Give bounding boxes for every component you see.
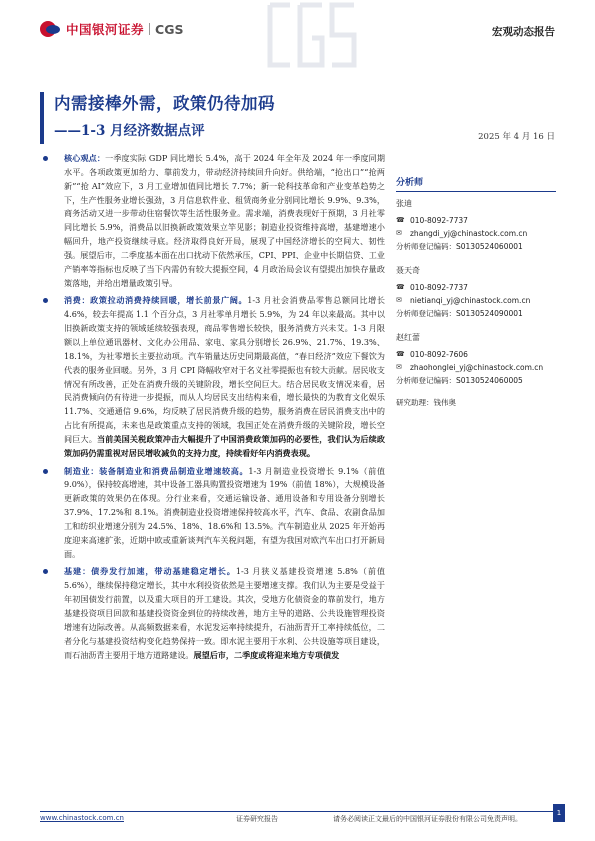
report-date: 2025 年 4 月 16 日 [478,132,555,142]
analyst-phone: 010-8092-7606 [410,350,468,359]
paragraph-emphasis: 展望后市，二季度或将迎来地方专项债发 [193,649,340,660]
phone-icon: ☎ [396,350,405,358]
paragraph-infrastructure [40,565,385,662]
cgs-watermark-icon [262,0,362,70]
analyst-card [396,265,556,320]
analyst-card [396,332,556,387]
bullet-icon [43,156,48,161]
logo-divider [149,23,150,35]
logo-text: 中国银河证券 [66,22,145,37]
logo-mark-icon [40,21,62,37]
bullet-icon [43,469,48,474]
paragraph-body: 1-3 月狭义基建投资增速 5.8%（前值 5.6%），继续保持稳定增长，其中水利投资依然是主要增速支撑。我们认为主要是受益于年初国债发行前置，以及重大项目的开工建设。其次，受地方化债资金的靠前发行，地方基建投资项目回款和基建投资资金到位的持续改善，地方主导的道路、公共设施管理投资增速有边际改善。从高频数据来看，水泥发运率持续提升，石油沥青开工率持续低位，二者分化与基建投资结构变化趋势保持一致。即水泥主要用于水利、公共设施等项目建设，而石油沥青主要用于地方道路建设。 [64,566,385,660]
report-subtitle: ——1-3 月经济数据点评 [54,123,205,139]
report-title: 内需接棒外需，政策仍待加码 [54,94,275,113]
footer-report-label: 证券研究报告 [236,815,278,823]
analyst-name: 聂天奇 [396,266,420,275]
logo-cgs: CGS [155,21,184,37]
phone-icon: ☎ [396,216,405,224]
analyst-phone: 010-8092-7737 [410,216,468,225]
analyst-name: 张迪 [396,199,412,208]
paragraph-emphasis: 当前美国关税政策冲击大幅提升了中国消费政策加码的必要性，我们认为后续政策加码仍需重视对居民增收减负的支持力度，持续看好年内消费表现。 [64,433,385,458]
analyst-email[interactable]: zhangdi_yj@chinastock.com.cn [410,229,528,238]
paragraph-lead: 制造业：装备制造业和消费品制造业增速较高。 [64,465,249,476]
analyst-registration: 分析师登记编码：S0130524060001 [396,242,523,251]
paragraph-body: 一季度实际 GDP 同比增长 5.4%，高于 2024 年全年及 2024 年一季度同期水平。各项政策更加给力、靠前发力，带动经济持续回升向好。供给端，“抢出口”“抢两新”“抢 AI”效应下，3 月工业增加值同比增长 7.7%；新一轮科技革命和产业变革趋势之下，生产性服务业增长强劲，3 月信息软件业、租赁商务业分别同比增长 9.9%、9.3%，商务活动又进一步带动住宿餐饮等生活性服务业。需求端，消费表现好于预期，3 月社零同比增长 5.9%，消费品以旧换新政策效果立竿见影；制造业投资维持高增，基建增速小幅回升，地产投资继续寻底。经济取得良好开局，展现了中国经济增长的空间大、韧性强。展望后市，二季度基本面在出口扰动下依然承压，CPI、PPI、企业中长期信贷、工业产销率等指标也反映了当下内需仍有较大提振空间，4 月政治局会议有望提出加快存量政策落地，并给出增量政策引导。 [64,153,385,288]
paragraph-lead: 基建：债券发行加速，带动基建稳定增长。 [64,566,236,577]
sidebar-heading: 分析师 [396,175,556,192]
footer-website-link[interactable]: www.chinastock.com.cn [40,814,124,822]
email-icon: ✉ [396,229,402,237]
analyst-email[interactable]: nietianqi_yj@chinastock.com.cn [410,296,531,305]
research-assistant: 研究助理：钱伟奥 [396,398,456,407]
bullet-icon [43,569,48,574]
email-icon: ✉ [396,296,402,304]
email-icon: ✉ [396,363,402,371]
paragraph-body: 1-3 月制造业投资增长 9.1%（前值 9.0%），保持较高增速，其中设备工器具购置投资增速为 19%（前值 18%），大规模设备更新政策的效果仍在体现。分行业来看，交通运输设备、通用设备和专用设备分别增长 37.9%、17.2%和 8.1%。消费制造业投资增速保持较高水平，汽车、食品、农副食品加工和纺织业增速分别为 24.5%、18%、18.6%和 13.5%。汽车制造业从 2025 年开始再度迎来高速扩张，近期中欧或重新谈判汽车关税问题，有望为我国对欧汽车出口打开新局面。 [64,465,385,559]
page-number: 1 [553,804,565,822]
main-content [40,152,385,666]
paragraph-manufacturing [40,465,385,562]
analyst-email[interactable]: zhaohonglei_yj@chinastock.com.cn [410,363,544,372]
company-logo [40,20,183,38]
analyst-registration: 分析师登记编码：S0130524090001 [396,309,523,318]
title-accent-bar [40,92,44,144]
paragraph-body: 1-3 月社会消费品零售总额同比增长 4.6%，较去年提高 1.1 个百分点，3 月社零单月增长 5.9%，为 24 年以来最高。其中以旧换新政策支持的领域延续较强表现，商品零售增长较快，服务消费方兴未艾。1-3 月限额以上单位通讯器材、文化办公用品、家电、家具分别增长 26.9%、21.7%、19.3%、18.1%，为社零增长主要拉动项。汽车销量达历史同期最高值，“春日经济”效应下餐饮为代表的服务业回暖。另外，3 月 CPI 降幅收窄对于名义社零提振也有较大贡献。居民收支情况有所改善，正处在消费升级的关键阶段，增长空间巨大。结合居民收支情况来看，居民消费倾向仍有待进一步提振，而从人均居民支出结构来看，增长最快的为教育文化娱乐 11.7%、交通通信 9.6%，均反映了居民消费升级的趋势，服务消费在居民消费支出中的占比有所提高，未来也是政策重点支持的领域，我国正处在消费升级的关键阶段，增长空间巨大。 [64,295,385,444]
analyst-card [396,198,556,253]
bullet-icon [43,298,48,303]
report-type: 宏观动态报告 [492,26,555,38]
paragraph-lead: 消费：政策拉动消费持续回暖，增长前景广阔。 [64,295,248,306]
paragraph-lead: 核心观点： [64,153,106,163]
paragraph-consumption [40,294,385,460]
paragraph-core-view [40,152,385,290]
phone-icon: ☎ [396,283,405,291]
analyst-phone: 010-8092-7737 [410,283,468,292]
footer-disclaimer: 请务必阅读正文最后的中国银河证券股份有限公司免责声明。 [333,815,522,823]
analyst-name: 赵红蕾 [396,333,420,342]
footer-divider [40,811,555,812]
analyst-sidebar [396,175,556,408]
analyst-registration: 分析师登记编码：S0130524060005 [396,376,523,385]
page-header [0,0,595,56]
